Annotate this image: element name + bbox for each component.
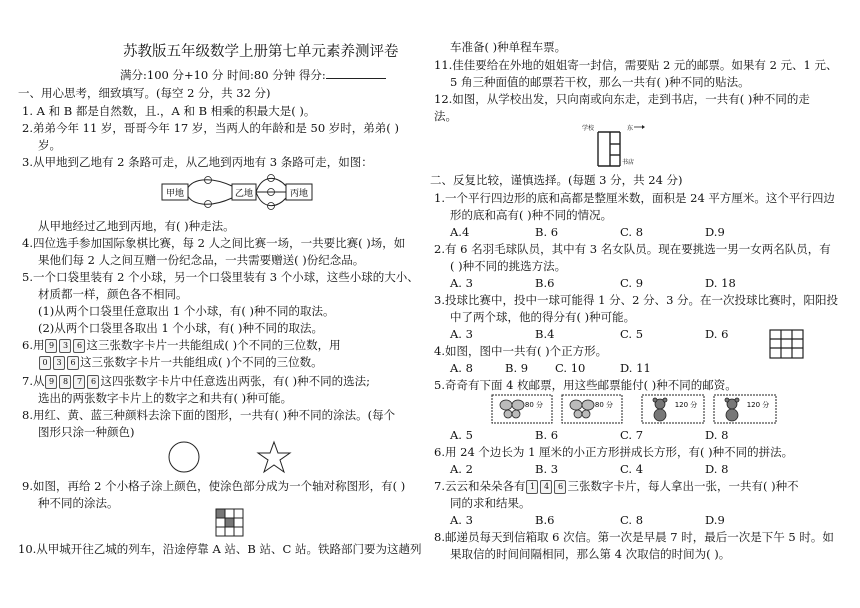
route-path-a1	[186, 180, 232, 192]
place-label-yi: 乙地	[234, 189, 254, 199]
choice-2-line2: ( )种不同的挑选方法。	[450, 259, 567, 273]
question-7-text-a: 这四张数字卡片中任意选出两张，有( )种不同的选法;	[100, 374, 370, 388]
question-9-line1: 9.如图，再给 2 个小格子涂上颜色，使涂色部分成为一个轴对称图形，有( )	[22, 479, 406, 493]
choice-7-line1	[434, 478, 799, 495]
question-10-continued: 车准备( )种单程车票。	[450, 40, 567, 54]
question-11-line2: 5 角三种面值的邮票若干枚，那么一共有( )种不同的贴法。	[450, 75, 750, 89]
question-12-line2: 法。	[434, 109, 457, 123]
route-diagram	[158, 172, 328, 212]
choice-7-option-c[interactable]: C. 8	[620, 513, 644, 527]
digit-card: 7	[73, 375, 85, 389]
page-title: 苏教版五年级数学上册第七单元素养测评卷	[123, 44, 399, 60]
score-line-text: 满分:100 分+10 分 时间:80 分钟 得分:	[120, 68, 326, 82]
question-4-line2: 果他们每 2 人之间互赠一份纪念品，一共需要赠送( )份纪念品。	[38, 253, 365, 267]
bookstore-label: 书店	[622, 159, 635, 166]
squares-figure	[768, 328, 808, 362]
school-label: 学校	[582, 125, 595, 132]
question-11-line1: 11.佳佳要给在外地的姐姐寄一封信，需要贴 2 元的邮票。如果有 2 元、1 元、	[434, 58, 838, 72]
stamp-bear-2	[714, 395, 776, 423]
choice-2-option-a[interactable]: A. 3	[450, 276, 473, 290]
choice-6: 6.用 24 个边长为 1 厘米的小正方形拼成长方形，有( )种不同的拼法。	[434, 445, 794, 459]
choice-1-line1: 1.一个平行四边形的底和高都是整厘米数，面积是 24 平方厘米。这个平行四边	[434, 191, 835, 205]
section1-heading: 一、用心思考，细致填写。(每空 2 分，共 32 分)	[18, 86, 271, 100]
choice-6-option-b[interactable]: B. 3	[535, 462, 559, 476]
stamp-value: 120 分	[674, 401, 698, 409]
question-12-line1: 12.如图，从学校出发，只向南或向东走，走到书店，一共有( )种不同的走	[434, 92, 810, 106]
choice-5: 5.奇奇有下面 4 枚邮票，用这些邮票能付( )种不同的邮资。	[434, 378, 737, 392]
choice-4-option-c[interactable]: C. 10	[555, 361, 586, 375]
question-6-prefix: 6.用	[22, 338, 45, 352]
circle-shape-icon	[169, 442, 199, 472]
route-path-a2	[186, 192, 232, 204]
digit-card: 4	[540, 480, 552, 494]
route-grid-diagram	[570, 122, 650, 170]
choice-5-option-a[interactable]: A. 5	[450, 428, 473, 442]
stamp-value: 120 分	[746, 401, 770, 409]
question-3-answer: 从甲地经过乙地到丙地，有( )种走法。	[38, 219, 235, 233]
score-blank[interactable]	[326, 68, 386, 79]
question-5-part2: (2)从两个口袋里各取出 1 个小球，有( )种不同的取法。	[38, 321, 324, 335]
question-5-part1: (1)从两个口袋里任意取出 1 个小球，有( )种不同的取法。	[38, 304, 335, 318]
place-label-jia: 甲地	[165, 189, 185, 199]
choice-8-line1: 8.邮递员每天到信箱取 6 次信。第一次是早晨 7 时，最后一次是下午 5 时。如	[434, 530, 834, 544]
choice-6-option-c[interactable]: C. 4	[620, 462, 644, 476]
east-label: 东	[627, 125, 634, 132]
choice-5-option-d[interactable]: D. 8	[705, 428, 729, 442]
choice-4: 4.如图，图中一共有( )个正方形。	[434, 344, 608, 358]
question-8-shapes	[164, 440, 294, 476]
stamps-row	[490, 393, 790, 427]
question-5-line1: 5.一个口袋里装有 2 个小球，另一个口袋里装有 3 个小球，这些小球的大小、	[22, 270, 419, 284]
route-path-b3	[256, 192, 286, 206]
question-6-line2	[38, 354, 323, 371]
stamp-value: 80 分	[524, 401, 544, 409]
choice-3-line1: 3.投球比赛中，投中一球可能得 1 分、2 分、3 分。在一次投球比赛时，阳阳投	[434, 293, 839, 307]
digit-card: 6	[87, 375, 99, 389]
choice-5-option-b[interactable]: B. 6	[535, 428, 559, 442]
choice-3-option-d[interactable]: D. 6	[705, 327, 729, 341]
question-2-line2: 岁。	[38, 138, 61, 152]
choice-3-option-c[interactable]: C. 5	[620, 327, 644, 341]
digit-card: 9	[45, 375, 57, 389]
question-1: 1. A 和 B 都是自然数，且.，A 和 B 相乘的积最大是( )。	[22, 104, 316, 118]
section2-heading: 二、反复比较，谨慎选择。(每题 3 分，共 24 分)	[430, 173, 683, 187]
choice-3-option-a[interactable]: A. 3	[450, 327, 473, 341]
digit-card: 3	[59, 339, 71, 353]
butterfly-icon	[500, 400, 512, 410]
choice-7-text-a: 三张数字卡片，每人拿出一张，一共有( )种不	[567, 479, 799, 493]
choice-2-line1: 2.有 6 名羽毛球队员，其中有 3 名女队员。现在要挑选一男一女两名队员，有	[434, 242, 831, 256]
choice-2-option-b[interactable]: B.6	[535, 276, 555, 290]
question-7-line2: 选出的两张数字卡片上的数字之和共有( )种可能。	[38, 391, 293, 405]
choice-2-option-d[interactable]: D. 18	[705, 276, 736, 290]
choice-2-option-c[interactable]: C. 9	[620, 276, 644, 290]
choice-8-line2: 果取信的时间间隔相同，那么第 4 次取信的时间为( )。	[450, 547, 731, 561]
choice-3-option-b[interactable]: B.4	[535, 327, 555, 341]
choice-1-option-a[interactable]: A.4	[450, 225, 470, 239]
question-5-line2: 材质都一样，颜色各不相同。	[38, 287, 188, 301]
question-8-line1: 8.用红、黄、蓝三种颜料去涂下面的图形，一共有( )种不同的涂法。(每个	[22, 408, 396, 422]
choice-4-option-b[interactable]: B. 9	[505, 361, 529, 375]
digit-card: 6	[554, 480, 566, 494]
stamp-bear-1	[642, 395, 704, 423]
choice-7-prefix: 7.云云和朵朵各有	[434, 479, 526, 493]
digit-card: 0	[39, 356, 51, 370]
digit-card: 6	[73, 339, 85, 353]
choice-1-option-d[interactable]: D.9	[705, 225, 725, 239]
choice-7-option-b[interactable]: B.6	[535, 513, 555, 527]
question-6-line1	[22, 337, 341, 354]
choice-1-option-c[interactable]: C. 8	[620, 225, 644, 239]
choice-7-option-d[interactable]: D.9	[705, 513, 725, 527]
digit-card: 9	[45, 339, 57, 353]
score-line	[120, 67, 386, 84]
question-9-grid	[215, 508, 245, 538]
choice-5-option-c[interactable]: C. 7	[620, 428, 644, 442]
route-path-b1	[256, 178, 286, 192]
choice-6-option-a[interactable]: A. 2	[450, 462, 473, 476]
question-7-line1	[22, 373, 370, 390]
choice-4-option-a[interactable]: A. 8	[450, 361, 473, 375]
butterfly-icon	[570, 400, 582, 410]
choice-3-line2: 中了两个球，他的得分有( )种可能。	[450, 310, 636, 324]
choice-7-line2: 同的求和结果。	[450, 496, 531, 510]
choice-7-option-a[interactable]: A. 3	[450, 513, 473, 527]
digit-card: 6	[67, 356, 79, 370]
digit-card: 1	[526, 480, 538, 494]
question-7-prefix: 7.从	[22, 374, 45, 388]
choice-1-option-b[interactable]: B. 6	[535, 225, 559, 239]
question-3: 3.从甲地到乙地有 2 条路可走，从乙地到丙地有 3 条路可走，如图：	[22, 155, 373, 169]
choice-4-option-d[interactable]: D. 11	[620, 361, 651, 375]
question-8-line2: 图形只涂一种颜色)	[38, 425, 135, 439]
east-arrowhead-icon	[642, 125, 645, 129]
question-6-text-a: 这三张数字卡片一共能组成( )个不同的三位数，用	[86, 338, 341, 352]
digit-card: 8	[59, 375, 71, 389]
question-4-line1: 4.四位选手参加国际象棋比赛，每 2 人之间比赛一场，一共要比赛( )场，如	[22, 236, 406, 250]
question-9-line2: 种不同的涂法。	[38, 496, 119, 510]
choice-6-option-d[interactable]: D. 8	[705, 462, 729, 476]
star-shape-icon	[258, 442, 290, 472]
digit-card: 3	[53, 356, 65, 370]
place-label-bing: 丙地	[289, 189, 309, 199]
choice-1-line2: 形的底和高有( )种不同的情况。	[450, 208, 613, 222]
question-6-text-b: 这三张数字卡片一共能组成( )个不同的三位数。	[80, 355, 323, 369]
question-2-line1: 2.弟弟今年 11 岁，哥哥今年 17 岁，当两人的年龄和是 50 岁时，弟弟( )	[22, 121, 399, 135]
question-10: 10.从甲城开往乙城的列车，沿途停靠 A 站、B 站、C 站。铁路部门要为这趟列	[18, 542, 422, 556]
stamp-value: 80 分	[594, 401, 614, 409]
